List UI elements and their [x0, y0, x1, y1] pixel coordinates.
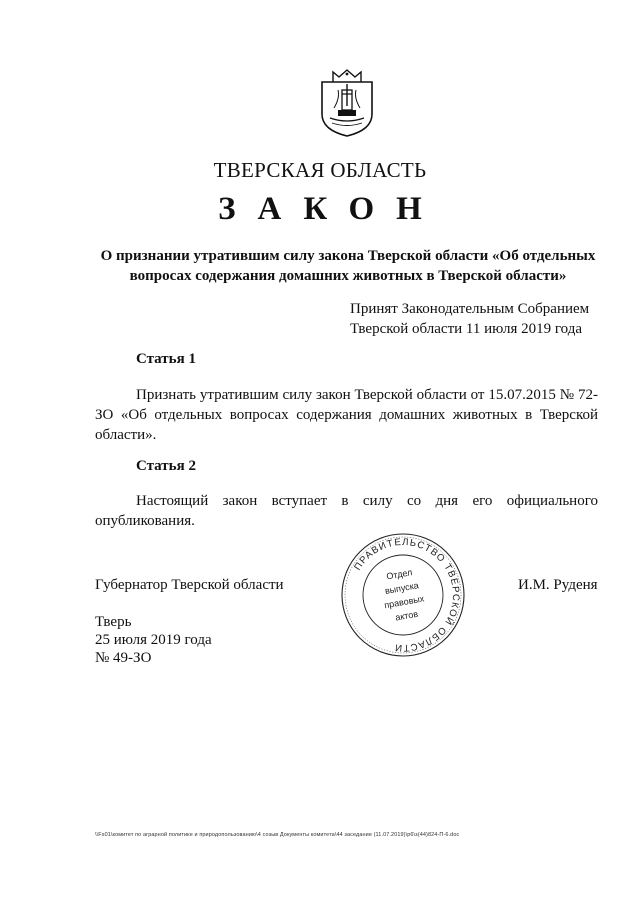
- city: Тверь: [95, 614, 132, 630]
- stamp-ring-text: ПРАВИТЕЛЬСТВО ТВЕРСКОЙ ОБЛАСТИ: [352, 536, 462, 654]
- article-1-heading: Статья 1: [136, 351, 196, 367]
- article-2-heading: Статья 2: [136, 458, 196, 474]
- signatory-title: Губернатор Тверской области: [95, 577, 284, 593]
- signing-date: 25 июля 2019 года: [95, 632, 212, 648]
- stamp-line-2: выпуска: [384, 580, 420, 596]
- document-type-title: ЗАКОН: [218, 191, 444, 227]
- svg-text:ПРАВИТЕЛЬСТВО ТВЕРСКОЙ ОБЛАСТИ: [352, 537, 461, 653]
- region-title: ТВЕРСКАЯ ОБЛАСТЬ: [213, 158, 427, 182]
- place-and-date: [95, 613, 212, 667]
- official-stamp: [340, 532, 466, 658]
- stamp-line-1: Отдел: [385, 567, 414, 582]
- stamp-line-4: актов: [394, 608, 419, 623]
- stamp-line-3: правовых: [383, 593, 425, 611]
- article-2-text: Настоящий закон вступает в силу со дня его официального опубликования.: [95, 493, 598, 529]
- signatory-name: И.М. Руденя: [518, 577, 598, 593]
- adoption-note: [350, 299, 589, 339]
- article-1-text: Признать утратившим силу закон Тверской области от 15.07.2015 № 72-ЗО «Об отдельных вопросах содержания домашних животных в Тверской области».: [95, 387, 598, 443]
- coat-of-arms-icon: [318, 68, 376, 138]
- law-subject: О признании утратившим силу закона Тверской области «Об отдельных вопросах содержания домашних животных в Тверской области»: [100, 248, 596, 284]
- file-path-footer: \\Fs01\комитет по аграрной политике и природопользованию\4 созыв Документы комитета\44 заседание (11.07.2019)\p6\з(44)824-П-6.doc: [95, 832, 460, 838]
- law-number: № 49-ЗО: [95, 650, 152, 666]
- adoption-line-1: Принят Законодательным Собранием: [350, 301, 590, 317]
- adoption-line-2: Тверской области 11 июля 2019 года: [350, 321, 582, 337]
